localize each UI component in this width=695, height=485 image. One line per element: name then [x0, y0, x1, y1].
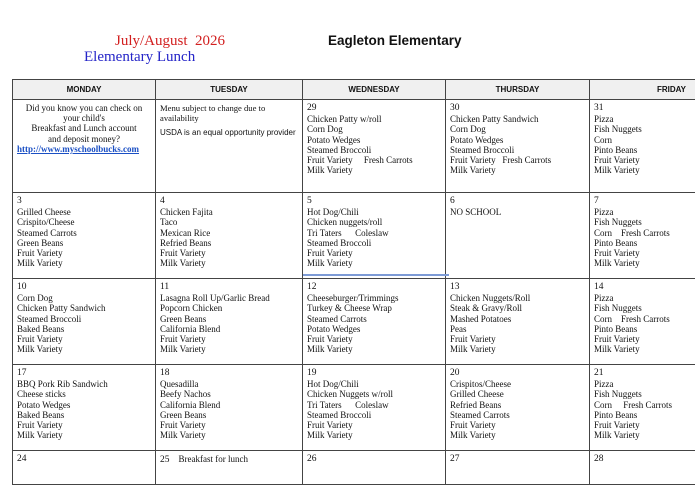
weekday-header: FRIDAY	[590, 80, 695, 100]
day-cell	[590, 193, 695, 279]
menu-item: Cheese sticks	[17, 389, 151, 399]
menu-item: Peas	[450, 324, 585, 334]
school-name: Eagleton Elementary	[328, 33, 462, 48]
menu-item: Pizza	[594, 207, 695, 217]
menu-item: Fish Nuggets	[594, 217, 695, 227]
menu-item: Turkey & Cheese Wrap	[307, 303, 441, 313]
menu-item: NO SCHOOL	[450, 207, 585, 217]
day-cell	[156, 365, 303, 451]
menu-item: Beefy Nachos	[160, 389, 298, 399]
menu-item: Milk Variety	[594, 165, 695, 175]
menu-item: Milk Variety	[450, 430, 585, 440]
day-cell	[590, 279, 695, 365]
menu-item: Steamed Carrots	[450, 410, 585, 420]
day-number: 4	[160, 196, 298, 206]
menu-item: Potato Wedges	[307, 135, 441, 145]
menu-item: Baked Beans	[17, 324, 151, 334]
day-number: 14	[594, 282, 695, 292]
menu-item: Corn Dog	[17, 293, 151, 303]
menu-item: Pizza	[594, 293, 695, 303]
day-number: 18	[160, 368, 298, 378]
menu-item: Fruit Variety	[160, 248, 298, 258]
menu-item: Pinto Beans	[594, 410, 695, 420]
menu-item: Corn	[594, 135, 695, 145]
menu-item: Tri Taters Coleslaw	[307, 400, 441, 410]
menu-item: Baked Beans	[17, 410, 151, 420]
menu-item: Corn Fresh Carrots	[594, 228, 695, 238]
menu-item: Milk Variety	[594, 344, 695, 354]
day-number: 27	[450, 454, 585, 464]
menu-item: Steamed Broccoli	[307, 145, 441, 155]
menu-item: Pinto Beans	[594, 324, 695, 334]
menu-item: California Blend	[160, 324, 298, 334]
day-cell	[303, 100, 446, 193]
menu-item: Mashed Potatoes	[450, 314, 585, 324]
day-number: 28	[594, 454, 695, 464]
menu-item: Fruit Variety	[450, 334, 585, 344]
menu-item: Chicken Patty Sandwich	[17, 303, 151, 313]
menu-item: Fruit Variety	[17, 420, 151, 430]
menu-item: Pinto Beans	[594, 238, 695, 248]
day-number: 25	[160, 455, 170, 465]
menu-item: Green Beans	[17, 238, 151, 248]
menu-item: Chicken nuggets/roll	[307, 217, 441, 227]
menu-item: Milk Variety	[160, 344, 298, 354]
menu-item: Chicken Patty w/roll	[307, 114, 441, 124]
menu-item: Milk Variety	[17, 258, 151, 268]
day-number: 20	[450, 368, 585, 378]
week-row	[13, 365, 695, 451]
day-cell	[13, 193, 156, 279]
menu-item: Chicken Fajita	[160, 207, 298, 217]
day-number: 12	[307, 282, 441, 292]
day-cell	[303, 451, 446, 485]
day-cell	[156, 193, 303, 279]
menu-item: Hot Dog/Chili	[307, 207, 441, 217]
menu-item: Fruit Variety	[594, 420, 695, 430]
menu-item: Cheeseburger/Trimmings	[307, 293, 441, 303]
weekday-header: MONDAY	[13, 80, 156, 100]
day-cell	[590, 100, 695, 193]
menu-change-notice: Menu subject to change due to availability	[160, 103, 298, 123]
menu-item: Potato Wedges	[307, 324, 441, 334]
menu-item: Milk Variety	[307, 165, 441, 175]
weekday-header: TUESDAY	[156, 80, 303, 100]
week-row	[13, 193, 695, 279]
weekday-header: THURSDAY	[446, 80, 590, 100]
menu-item: Steamed Broccoli	[17, 314, 151, 324]
day-cell	[156, 451, 303, 485]
menu-item: Fruit Variety Fresh Carrots	[450, 155, 585, 165]
day-number: 17	[17, 368, 151, 378]
menu-item: Milk Variety	[307, 258, 441, 268]
menu-item: Mexican Rice	[160, 228, 298, 238]
day-cell	[13, 451, 156, 485]
weekday-header: WEDNESDAY	[303, 80, 446, 100]
menu-month-title: July/August 2026	[115, 33, 225, 50]
menu-item: Fruit Variety	[160, 420, 298, 430]
menu-item: Fruit Variety	[307, 334, 441, 344]
myschoolbucks-link[interactable]: http://www.myschoolbucks.com	[17, 144, 151, 154]
menu-item: Corn Dog	[307, 124, 441, 134]
menu-item: Quesadilla	[160, 379, 298, 389]
day-cell	[13, 365, 156, 451]
menu-item: Milk Variety	[17, 430, 151, 440]
day-number: 11	[160, 282, 298, 292]
menu-item: Refried Beans	[160, 238, 298, 248]
menu-item: Fruit Variety	[307, 420, 441, 430]
week-row	[13, 100, 695, 193]
day-cell	[446, 279, 590, 365]
menu-item: Breakfast for lunch	[179, 454, 248, 464]
menu-item: Green Beans	[160, 410, 298, 420]
menu-item: Fruit Variety	[594, 334, 695, 344]
menu-item: Chicken Nuggets w/roll	[307, 389, 441, 399]
menu-item: Milk Variety	[450, 344, 585, 354]
menu-item: Crispitos/Cheese	[450, 379, 585, 389]
day-cell	[303, 365, 446, 451]
menu-item: Fruit Variety	[160, 334, 298, 344]
menu-item: Popcorn Chicken	[160, 303, 298, 313]
menu-item: Milk Variety	[307, 430, 441, 440]
menu-item: Milk Variety	[450, 165, 585, 175]
day-number: 10	[17, 282, 151, 292]
menu-item: Fruit Variety	[17, 334, 151, 344]
menu-item: Steamed Carrots	[307, 314, 441, 324]
menu-item: Grilled Cheese	[17, 207, 151, 217]
menu-item: Pinto Beans	[594, 145, 695, 155]
menu-item: Taco	[160, 217, 298, 227]
menu-subtitle: Elementary Lunch	[84, 49, 195, 66]
week-row	[13, 451, 695, 485]
day-number: 29	[307, 103, 441, 113]
account-note-line: Breakfast and Lunch account	[17, 123, 151, 133]
menu-item: Milk Variety	[160, 258, 298, 268]
day-cell	[446, 193, 590, 279]
account-note-line: Did you know you can check on	[17, 103, 151, 113]
day-number: 6	[450, 196, 585, 206]
cell-highlight-line	[303, 274, 449, 276]
menu-item: Pizza	[594, 114, 695, 124]
menu-item: Fruit Variety	[450, 420, 585, 430]
menu-item: Refried Beans	[450, 400, 585, 410]
menu-item: Fish Nuggets	[594, 124, 695, 134]
menu-item: Corn Fresh Carrots	[594, 400, 695, 410]
day-number: 19	[307, 368, 441, 378]
day-cell	[446, 451, 590, 485]
day-number: 5	[307, 196, 441, 206]
weekday-header-row	[13, 80, 695, 100]
menu-item: Grilled Cheese	[450, 389, 585, 399]
lunch-calendar	[12, 79, 695, 485]
day-number: 13	[450, 282, 585, 292]
menu-item: California Blend	[160, 400, 298, 410]
menu-item: Fish Nuggets	[594, 303, 695, 313]
day-cell	[590, 451, 695, 485]
menu-item: Pizza	[594, 379, 695, 389]
menu-item: Tri Taters Coleslaw	[307, 228, 441, 238]
menu-item: Crispito/Cheese	[17, 217, 151, 227]
account-note-line: and deposit money?	[17, 134, 151, 144]
menu-item: Milk Variety	[307, 344, 441, 354]
menu-item: Fruit Variety	[17, 248, 151, 258]
menu-item: Potato Wedges	[17, 400, 151, 410]
usda-statement: USDA is an equal opportunity provider	[160, 127, 298, 139]
menu-item: Milk Variety	[594, 430, 695, 440]
day-number: 3	[17, 196, 151, 206]
menu-item: Milk Variety	[160, 430, 298, 440]
day-cell	[13, 279, 156, 365]
menu-item: Steamed Broccoli	[307, 410, 441, 420]
menu-item: Lasagna Roll Up/Garlic Bread	[160, 293, 298, 303]
menu-item: Fruit Variety Fresh Carrots	[307, 155, 441, 165]
week-row	[13, 279, 695, 365]
menu-item: Milk Variety	[594, 258, 695, 268]
day-number: 24	[17, 454, 151, 464]
menu-item: Corn Dog	[450, 124, 585, 134]
menu-item: Hot Dog/Chili	[307, 379, 441, 389]
menu-item: Green Beans	[160, 314, 298, 324]
menu-item: Steamed Broccoli	[307, 238, 441, 248]
day-cell	[446, 100, 590, 193]
account-note-line: your child's	[17, 113, 151, 123]
menu-item: Chicken Nuggets/Roll	[450, 293, 585, 303]
day-cell	[303, 193, 446, 279]
day-number: 26	[307, 454, 441, 464]
day-cell	[590, 365, 695, 451]
menu-item: BBQ Pork Rib Sandwich	[17, 379, 151, 389]
day-cell	[156, 279, 303, 365]
menu-item: Steamed Broccoli	[450, 145, 585, 155]
menu-item: Fish Nuggets	[594, 389, 695, 399]
menu-item: Steamed Carrots	[17, 228, 151, 238]
account-note-cell	[13, 100, 156, 193]
day-number: 31	[594, 103, 695, 113]
menu-item: Potato Wedges	[450, 135, 585, 145]
menu-item: Corn Fresh Carrots	[594, 314, 695, 324]
day-number: 30	[450, 103, 585, 113]
menu-item: Milk Variety	[17, 344, 151, 354]
day-cell	[303, 279, 446, 365]
day-number: 21	[594, 368, 695, 378]
menu-item: Fruit Variety	[307, 248, 441, 258]
notice-cell	[156, 100, 303, 193]
day-cell	[446, 365, 590, 451]
day-number: 7	[594, 196, 695, 206]
menu-item: Chicken Patty Sandwich	[450, 114, 585, 124]
menu-item: Steak & Gravy/Roll	[450, 303, 585, 313]
menu-item: Fruit Variety	[594, 248, 695, 258]
menu-item: Fruit Variety	[594, 155, 695, 165]
